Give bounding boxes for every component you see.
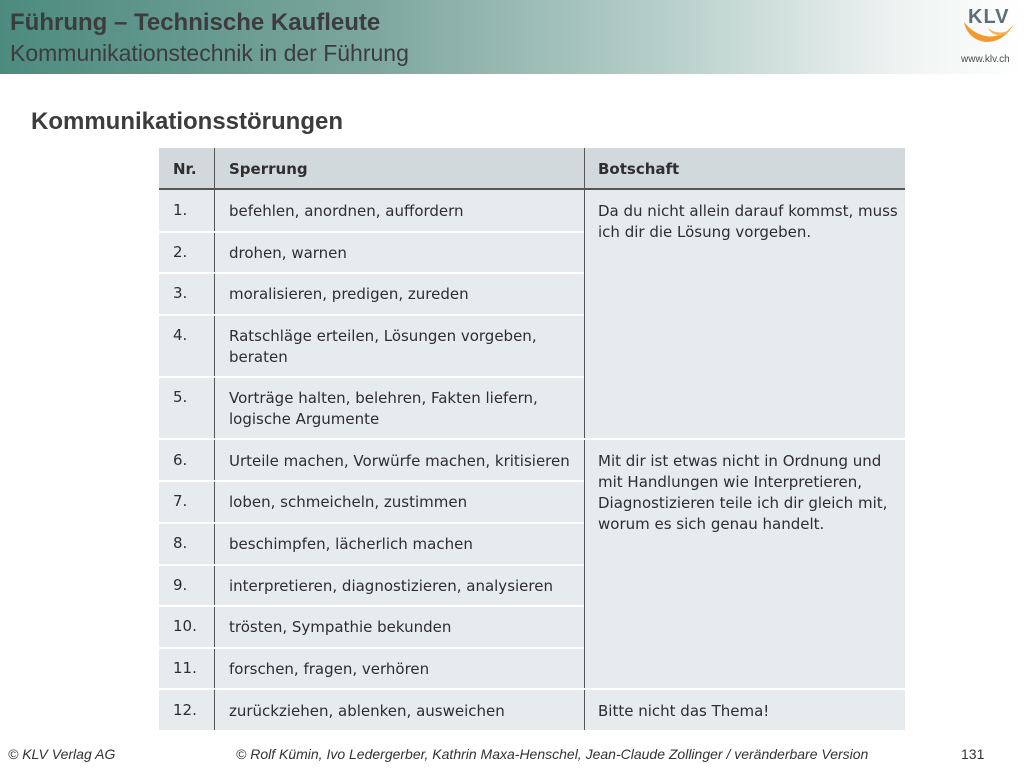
header-banner <box>0 0 1024 74</box>
col-header-sperrung: Sperrung <box>229 160 308 178</box>
row-number: 6. <box>173 451 188 469</box>
row-number: 3. <box>173 284 188 302</box>
table-row <box>159 481 585 522</box>
row-sperrung: zurückziehen, ablenken, ausweichen <box>229 702 505 720</box>
footer-publisher: © KLV Verlag AG <box>8 746 116 762</box>
row-number: 8. <box>173 534 188 552</box>
row-number: 12. <box>173 701 197 719</box>
page-number: 131 <box>961 746 985 762</box>
row-number: 5. <box>173 388 188 406</box>
botschaft-cell: Bitte nicht das Thema! <box>598 702 770 720</box>
logo-swoosh-icon <box>958 18 1020 54</box>
row-sperrung: moralisieren, predigen, zureden <box>229 285 469 303</box>
row-sperrung: Urteile machen, Vorwürfe machen, kritisieren <box>229 452 570 470</box>
row-sperrung: drohen, warnen <box>229 244 347 262</box>
table-row <box>159 315 585 377</box>
botschaft-cell: Da du nicht allein darauf kommst, muss ich dir die Lösung vorgeben. <box>598 202 898 241</box>
slide-subtitle: Kommunikationstechnik in der Führung <box>10 40 409 66</box>
row-sperrung: beschimpfen, lächerlich machen <box>229 535 473 553</box>
table-row <box>159 523 585 564</box>
logo-url: www.klv.ch <box>961 54 1010 65</box>
row-sperrung: Ratschläge erteilen, Lösungen vorgeben, beraten <box>229 327 537 366</box>
table-row <box>159 648 585 689</box>
table-row <box>159 565 585 606</box>
klv-logo <box>958 6 1020 68</box>
row-number: 1. <box>173 201 188 219</box>
row-number: 7. <box>173 492 188 510</box>
table-header <box>159 148 905 190</box>
row-number: 4. <box>173 326 188 344</box>
footer-authors: © Rolf Kümin, Ivo Ledergerber, Kathrin Maxa-Henschel, Jean-Claude Zollinger / veränderbare Version <box>236 746 869 762</box>
table-row <box>159 273 585 314</box>
table-row <box>159 190 585 231</box>
col-header-botschaft: Botschaft <box>598 160 680 178</box>
section-title: Kommunikationsstörungen <box>31 108 344 135</box>
table-row <box>159 440 585 481</box>
row-number: 10. <box>173 617 197 635</box>
logo-text: KLV <box>968 6 1010 28</box>
row-sperrung: befehlen, anordnen, auffordern <box>229 202 464 220</box>
table-row <box>159 232 585 273</box>
col-header-nr: Nr. <box>173 160 197 178</box>
row-number: 11. <box>173 659 197 677</box>
row-sperrung: Vorträge halten, belehren, Fakten liefern, logische Argumente <box>229 389 538 428</box>
row-sperrung: trösten, Sympathie bekunden <box>229 618 452 636</box>
row-sperrung: interpretieren, diagnostizieren, analysieren <box>229 577 553 595</box>
botschaft-cell: Mit dir ist etwas nicht in Ordnung und mit Handlungen wie Interpretieren, Diagnostizieren teile ich dir gleich mit, worum es sich genau handelt. <box>598 452 888 533</box>
row-number: 2. <box>173 243 188 261</box>
table-row <box>159 377 585 439</box>
table-row <box>159 690 585 731</box>
row-sperrung: forschen, fragen, verhören <box>229 660 430 678</box>
communication-table <box>159 148 905 730</box>
table-row <box>159 606 585 647</box>
row-number: 9. <box>173 576 188 594</box>
slide-title: Führung – Technische Kaufleute <box>10 9 381 36</box>
row-sperrung: loben, schmeicheln, zustimmen <box>229 493 468 511</box>
